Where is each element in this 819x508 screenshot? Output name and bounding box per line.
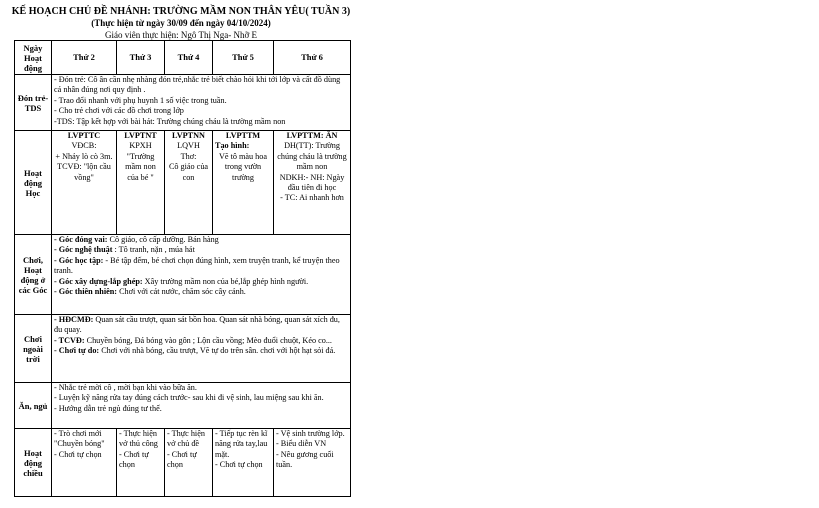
ngoai-troi-item [54,315,348,336]
teacher-line: Giáo viên thực hiện: Ngô Thị Nga- Nhỡ E [105,30,257,40]
chieu-fri: - Vệ sinh trường lớp. - Biểu diễn VN - Nêu gương cuối tuần. [274,429,351,497]
choi-val: Chơi với cát nước, chăm sóc cây cảnh. [117,287,246,297]
label-don-tre: Đón trẻ- TDS [15,75,52,131]
choi-key: - Góc đóng vai: [54,235,108,244]
choi-val: Cô giáo, cô cấp dưỡng. Bán hàng [107,235,219,244]
choi-val: - Bé tập đếm, bé chơi chọn đúng hình, xem truyện tranh, kể truyện theo tranh. [54,255,340,276]
row-an-ngu [15,383,351,429]
chieu-wed: - Thực hiện vở chủ đề - Chơi tự chọn [165,429,213,497]
label-hoc: Hoạt động Học [15,131,52,235]
day-header-fri: Thứ 6 [274,41,351,75]
content-an-ngu [52,383,351,429]
choi-item [54,245,348,255]
content-choi-goc [52,235,351,315]
hoc-mon-head: LVPTTC [67,131,101,140]
don-tre-line: -TDS: Tập kết hợp với bài hát: Trường chúng cháu là trường mầm non [54,116,286,126]
hoc-thu-body: Vẽ tô màu hoa trong vườn trường [219,151,267,182]
don-tre-line: - Cho trẻ chơi với các đồ chơi trong lớp [54,106,184,116]
content-don-tre [52,75,351,131]
day-header-tue: Thứ 3 [117,41,165,75]
label-ngoai-troi: Chơi ngoài trời [15,315,52,383]
label-chieu: Hoạt động chiều [15,429,52,497]
row-don-tre [15,75,351,131]
hoc-fri-body: DH(TT): Trường chúng cháu là trường mầm non NDKH:- NH: Ngày đầu tiên đi học - TC: Ai nhanh hơn [277,141,347,203]
label-an-ngu: Ăn, ngủ [15,383,52,429]
hoc-thu-head: LVPTTM [225,131,261,140]
an-ngu-line: - Luyện kỹ năng rửa tay đúng cách trước- sau khi đi vệ sinh, lau miệng sau khi ăn. [54,393,324,403]
hoc-wed-body: LQVH Thơ: Cô giáo của con [168,141,209,182]
hoc-thu-head2: Tạo hình: [215,141,250,151]
choi-item [54,287,348,297]
hoc-wed [165,131,213,235]
header-row [15,41,351,75]
weekly-plan-table [14,40,351,497]
hoc-mon-body: VĐCB: + Nhảy lò cò 3m. TCVĐ: "lộn cầu vồng" [55,141,113,182]
hoc-mon [52,131,117,235]
chieu-thu: - Tiếp tục rèn kĩ năng rửa tay,lau mặt. - Chơi tự chọn [213,429,274,497]
corner-cell: Ngày Hoạt động [15,41,52,75]
day-header-mon: Thứ 2 [52,41,117,75]
day-header-wed: Thứ 4 [165,41,213,75]
document-title: KẾ HOẠCH CHỦ ĐỀ NHÁNH: TRƯỜNG MẦM NON THÂN YÊU( TUẦN 3) [11,6,351,17]
row-chieu [15,429,351,497]
hoc-wed-head: LVPTNN [172,131,205,140]
ngoai-troi-val: Chuyền bóng, Đá bóng vào gôn ; Lộn cầu vồng; Mèo đuổi chuột, Kéo co... [84,335,332,345]
chieu-mon: - Trò chơi mới "Chuyền bóng" - Chơi tự chọn [52,429,117,497]
hoc-thu [213,131,274,235]
row-ngoai-troi [15,315,351,383]
hoc-fri-head: LVPTTM: ÂN [286,131,338,140]
ngoai-troi-key: - Chơi tự do: [54,346,100,356]
hoc-tue [117,131,165,235]
day-header-thu: Thứ 5 [213,41,274,75]
ngoai-troi-key: - TCVĐ: [54,335,85,345]
choi-key: - Góc nghệ thuật [54,245,113,255]
row-choi-goc [15,235,351,315]
document-subtitle: (Thực hiện từ ngày 30/09 đến ngày 04/10/2024) [91,18,271,28]
don-tre-line: - Trao đổi nhanh với phụ huynh 1 số việc trong tuần. [54,95,227,105]
choi-val: Xây trường mầm non của bé,lắp ghép hình người. [142,276,309,286]
row-hoc [15,131,351,235]
choi-key: - Góc xây dựng-lắp ghép: [54,276,143,286]
ngoai-troi-val: Quan sát cầu trượt, quan sát bồn hoa. Quan sát nhà bóng, quan sát xích đu, đu quay. [54,315,340,335]
an-ngu-line: - Nhắc trẻ mời cô , mời bạn khi vào bữa ăn. [54,383,197,392]
choi-val: : Tô tranh, nặn , múa hát [112,245,195,255]
choi-item [54,277,348,287]
ngoai-troi-item [54,336,348,346]
choi-key: - Góc học tập: [54,255,104,265]
an-ngu-line: - Hướng dẫn trẻ ngủ đúng tư thế. [54,403,162,413]
don-tre-line: - Đón trẻ: Cô ân cần nhẹ nhàng đón trẻ,nhắc trẻ biết chào hỏi khi tới lớp và cất đồ dùng cá nhân đúng nơi quy định . [54,75,341,95]
hoc-tue-body: KPXH "Trường mầm non của bé " [125,141,156,182]
ngoai-troi-item [54,346,348,356]
content-ngoai-troi [52,315,351,383]
chieu-tue: - Thực hiện vở thủ công - Chơi tự chọn [117,429,165,497]
hoc-fri [274,131,351,235]
label-choi-goc: Chơi, Hoạt động ở các Góc [15,235,52,315]
ngoai-troi-key: - HĐCMĐ: [54,315,94,324]
choi-item [54,256,348,277]
ngoai-troi-val: Chơi với nhà bóng, cầu trượt, Vẽ tự do trên sân. chơi với hột hạt sỏi đá. [99,346,336,356]
hoc-tue-head: LVPTNT [124,131,157,140]
choi-item [54,235,348,245]
choi-key: - Góc thiên nhiên: [54,287,118,297]
